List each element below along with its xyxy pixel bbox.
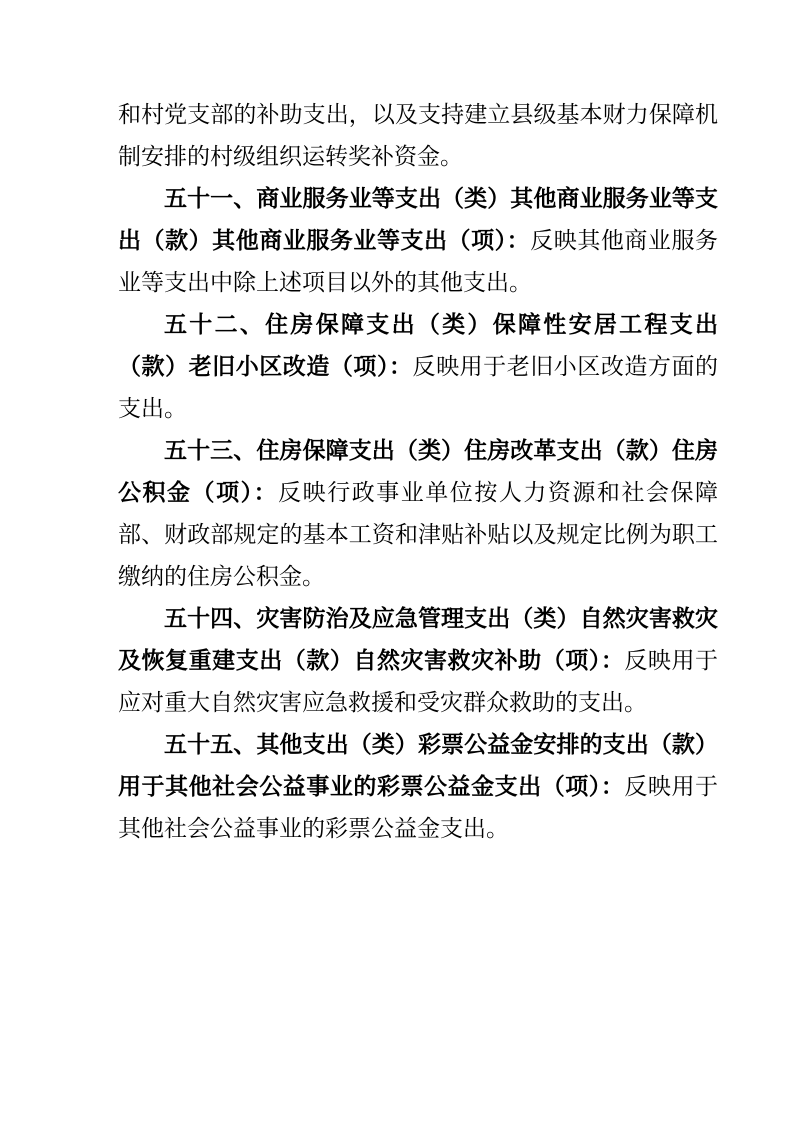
section-54-description: 反映用于应对重大自然灾害应急救援和受灾群众救助的支出。 xyxy=(118,648,719,715)
section-51-heading: 五十一、商业服务业等支出（类）其他商业服务业等支出（款）其他商业服务业等支出（项）： xyxy=(118,186,718,253)
section-55-description: 反映用于其他社会公益事业的彩票公益金支出。 xyxy=(118,774,719,841)
section-52-description: 反映用于老旧小区改造方面的支出。 xyxy=(118,354,719,421)
continuation-text: 和村党支部的补助支出，以及支持建立县级基本财力保障机制安排的村级组织运转奖补资金。 xyxy=(118,102,718,169)
document-text-block xyxy=(118,94,718,850)
section-paragraph-53 xyxy=(118,430,718,598)
paragraph-continuation xyxy=(118,94,718,178)
section-53-description: 反映行政事业单位按人力资源和社会保障部、财政部规定的基本工资和津贴补贴以及规定比例为职工缴纳的住房公积金。 xyxy=(118,480,719,589)
section-paragraph-55 xyxy=(118,724,718,850)
section-53-heading: 五十三、住房保障支出（类）住房改革支出（款）住房公积金（项）： xyxy=(118,438,718,505)
section-51-description: 反映其他商业服务业等支出中除上述项目以外的其他支出。 xyxy=(118,228,719,295)
section-paragraph-54 xyxy=(118,598,718,724)
section-52-heading: 五十二、住房保障支出（类）保障性安居工程支出（款）老旧小区改造（项）： xyxy=(118,312,718,379)
section-55-heading: 五十五、其他支出（类）彩票公益金安排的支出（款）用于其他社会公益事业的彩票公益金支出（项）： xyxy=(118,732,718,799)
section-paragraph-52 xyxy=(118,304,718,430)
section-54-heading: 五十四、灾害防治及应急管理支出（类）自然灾害救灾及恢复重建支出（款）自然灾害救灾补助（项）： xyxy=(118,606,718,673)
section-paragraph-51 xyxy=(118,178,718,304)
